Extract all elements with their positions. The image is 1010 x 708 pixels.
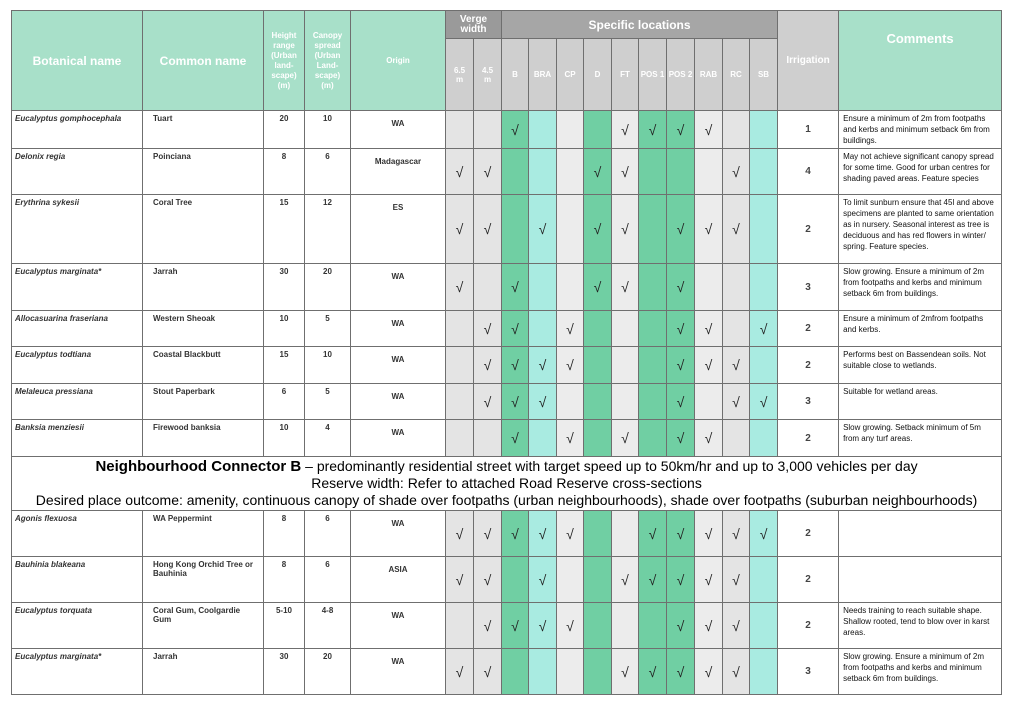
comment: Suitable for wetland areas.: [839, 384, 1002, 420]
check-cell: √: [695, 649, 723, 695]
table-row: [12, 557, 1002, 603]
check-cell: √: [584, 195, 612, 264]
check-cell: [446, 420, 474, 457]
origin: WA: [351, 420, 446, 457]
check-cell: [639, 603, 667, 649]
origin: WA: [351, 511, 446, 557]
common-name: Coral Tree: [143, 195, 264, 264]
origin: ASIA: [351, 557, 446, 603]
banner-desc: – predominantly residential street with target speed up to 50km/hr and up to 3,000 vehicles per day: [301, 458, 918, 474]
irrigation-value: 2: [778, 420, 839, 457]
botanical-name: Erythrina sykesii: [12, 195, 143, 264]
check-cell: [750, 649, 778, 695]
check-cell: [557, 384, 584, 420]
check-cell: √: [723, 195, 750, 264]
table-row: [12, 264, 1002, 311]
check-cell: √: [529, 603, 557, 649]
check-cell: √: [446, 264, 474, 311]
botanical-name: Allocasuarina fraseriana: [12, 311, 143, 347]
origin: ES: [351, 195, 446, 264]
header-loc-sb: SB: [750, 39, 778, 111]
header-loc-b: B: [502, 39, 529, 111]
check-cell: [584, 603, 612, 649]
canopy-spread: 4-8: [305, 603, 351, 649]
botanical-name: Eucalyptus marginata*: [12, 649, 143, 695]
check-cell: [750, 557, 778, 603]
origin: WA: [351, 347, 446, 384]
check-cell: [723, 264, 750, 311]
check-cell: √: [474, 384, 502, 420]
header-comments: Comments: [839, 11, 1002, 111]
check-cell: [446, 311, 474, 347]
header-loc-pos-2: POS 2: [667, 39, 695, 111]
check-cell: [750, 347, 778, 384]
check-cell: [557, 557, 584, 603]
check-cell: √: [612, 649, 639, 695]
check-cell: √: [695, 420, 723, 457]
header-origin: Origin: [351, 11, 446, 111]
check-cell: [612, 511, 639, 557]
check-cell: √: [529, 557, 557, 603]
header-loc-ft: FT: [612, 39, 639, 111]
check-cell: √: [557, 511, 584, 557]
table-row: [12, 649, 1002, 695]
check-cell: √: [502, 420, 529, 457]
check-cell: [474, 264, 502, 311]
check-cell: √: [667, 511, 695, 557]
check-cell: [446, 111, 474, 149]
check-cell: [529, 649, 557, 695]
height-range: 5-10: [264, 603, 305, 649]
common-name: Jarrah: [143, 264, 264, 311]
common-name: Coral Gum, Coolgardie Gum: [143, 603, 264, 649]
check-cell: [612, 384, 639, 420]
origin: WA: [351, 603, 446, 649]
check-cell: [750, 264, 778, 311]
comment: May not achieve significant canopy spread for some time. Good for urban centres for shading paved areas. Feature species: [839, 149, 1002, 195]
check-cell: √: [529, 384, 557, 420]
irrigation-value: 1: [778, 111, 839, 149]
check-cell: √: [695, 111, 723, 149]
height-range: 8: [264, 149, 305, 195]
check-cell: [639, 264, 667, 311]
check-cell: √: [639, 111, 667, 149]
check-cell: √: [750, 311, 778, 347]
comment: [839, 511, 1002, 557]
check-cell: [557, 264, 584, 311]
check-cell: √: [723, 603, 750, 649]
header-irrigation: Irrigation: [778, 11, 839, 111]
check-cell: [639, 149, 667, 195]
header-specific-locations: Specific locations: [502, 11, 778, 39]
check-cell: √: [667, 603, 695, 649]
check-cell: √: [502, 511, 529, 557]
origin: Madagascar: [351, 149, 446, 195]
botanical-name: Eucalyptus todtiana: [12, 347, 143, 384]
height-range: 8: [264, 557, 305, 603]
table-row: [12, 149, 1002, 195]
botanical-name: Bauhinia blakeana: [12, 557, 143, 603]
canopy-spread: 4: [305, 420, 351, 457]
check-cell: √: [695, 603, 723, 649]
check-cell: √: [723, 347, 750, 384]
header-loc-cp: CP: [557, 39, 584, 111]
check-cell: √: [446, 649, 474, 695]
check-cell: √: [474, 557, 502, 603]
check-cell: [446, 603, 474, 649]
header-verge-0: 6.5 m: [446, 39, 474, 111]
height-range: 20: [264, 111, 305, 149]
check-cell: [529, 311, 557, 347]
check-cell: √: [667, 195, 695, 264]
check-cell: √: [446, 511, 474, 557]
check-cell: √: [529, 347, 557, 384]
check-cell: [584, 384, 612, 420]
check-cell: √: [612, 149, 639, 195]
height-range: 10: [264, 311, 305, 347]
header-verge-1: 4.5 m: [474, 39, 502, 111]
height-range: 8: [264, 511, 305, 557]
check-cell: √: [502, 347, 529, 384]
check-cell: √: [584, 149, 612, 195]
check-cell: [474, 111, 502, 149]
check-cell: [612, 347, 639, 384]
check-cell: √: [723, 149, 750, 195]
canopy-spread: 6: [305, 557, 351, 603]
check-cell: √: [474, 603, 502, 649]
check-cell: √: [502, 311, 529, 347]
check-cell: √: [446, 149, 474, 195]
check-cell: [584, 649, 612, 695]
comment: Needs training to reach suitable shape. Shallow rooted, tend to blow over in karst areas.: [839, 603, 1002, 649]
check-cell: [750, 111, 778, 149]
irrigation-value: 3: [778, 649, 839, 695]
banner-reserve: Reserve width: Refer to attached Road Reserve cross-sections: [311, 475, 702, 491]
check-cell: √: [502, 603, 529, 649]
check-cell: [446, 384, 474, 420]
check-cell: √: [723, 384, 750, 420]
origin: WA: [351, 384, 446, 420]
canopy-spread: 5: [305, 311, 351, 347]
common-name: Stout Paperbark: [143, 384, 264, 420]
check-cell: [584, 511, 612, 557]
canopy-spread: 10: [305, 347, 351, 384]
check-cell: √: [612, 420, 639, 457]
check-cell: [750, 603, 778, 649]
check-cell: [584, 311, 612, 347]
header-loc-bra: BRA: [529, 39, 557, 111]
check-cell: √: [502, 264, 529, 311]
banner-title: Neighbourhood Connector B: [95, 458, 302, 475]
table-row: [12, 195, 1002, 264]
origin: WA: [351, 111, 446, 149]
check-cell: [695, 264, 723, 311]
check-cell: √: [474, 195, 502, 264]
check-cell: [667, 149, 695, 195]
header-botanical: Botanical name: [12, 11, 143, 111]
botanical-name: Eucalyptus marginata*: [12, 264, 143, 311]
header-common: Common name: [143, 11, 264, 111]
check-cell: √: [474, 511, 502, 557]
header-loc-rc: RC: [723, 39, 750, 111]
section-banner: [12, 457, 1002, 511]
check-cell: [474, 420, 502, 457]
check-cell: √: [502, 111, 529, 149]
check-cell: [584, 557, 612, 603]
check-cell: √: [667, 420, 695, 457]
banner-outcome: Desired place outcome: amenity, continuous canopy of shade over footpaths (urban neighbourhoods), shade over footpaths (suburban neighbourhoods): [35, 492, 978, 508]
check-cell: [584, 420, 612, 457]
check-cell: √: [612, 264, 639, 311]
comment: To limit sunburn ensure that 45l and above specimens are planted to same orientation as in nursery. Seasonal interest as tree is deciduous and has red flowers in winter/ spring. Feature species.: [839, 195, 1002, 264]
banner-title-line: [12, 458, 1001, 475]
tree-species-table: [11, 10, 1002, 695]
height-range: 30: [264, 264, 305, 311]
check-cell: √: [695, 311, 723, 347]
canopy-spread: 6: [305, 149, 351, 195]
check-cell: [529, 111, 557, 149]
irrigation-value: 2: [778, 195, 839, 264]
check-cell: √: [557, 311, 584, 347]
canopy-spread: 10: [305, 111, 351, 149]
check-cell: √: [612, 111, 639, 149]
canopy-spread: 5: [305, 384, 351, 420]
botanical-name: Eucalyptus gomphocephala: [12, 111, 143, 149]
check-cell: √: [474, 649, 502, 695]
irrigation-value: 3: [778, 264, 839, 311]
comment: Slow growing. Ensure a minimum of 2m from footpaths and kerbs and minimum setback 6m from buildings.: [839, 649, 1002, 695]
header-loc-pos-1: POS 1: [639, 39, 667, 111]
check-cell: √: [750, 511, 778, 557]
check-cell: [639, 311, 667, 347]
header-canopy: Canopy spread (Urban Land- scape) (m): [305, 11, 351, 111]
header-height: Height range (Urban land- scape) (m): [264, 11, 305, 111]
table-row: [12, 347, 1002, 384]
check-cell: [695, 149, 723, 195]
check-cell: √: [667, 384, 695, 420]
check-cell: [723, 420, 750, 457]
check-cell: [723, 311, 750, 347]
check-cell: √: [667, 557, 695, 603]
comment: Ensure a minimum of 2m from footpaths and kerbs and minimum setback 6m from buildings.: [839, 111, 1002, 149]
botanical-name: Delonix regia: [12, 149, 143, 195]
canopy-spread: 20: [305, 264, 351, 311]
check-cell: √: [695, 557, 723, 603]
origin: WA: [351, 264, 446, 311]
height-range: 6: [264, 384, 305, 420]
table-row: [12, 420, 1002, 457]
check-cell: [502, 557, 529, 603]
common-name: Tuart: [143, 111, 264, 149]
common-name: Firewood banksia: [143, 420, 264, 457]
check-cell: [723, 111, 750, 149]
common-name: Poinciana: [143, 149, 264, 195]
check-cell: √: [667, 347, 695, 384]
header-verge-width: Verge width: [446, 11, 502, 39]
comment: Performs best on Bassendean soils. Not suitable close to wetlands.: [839, 347, 1002, 384]
canopy-spread: 20: [305, 649, 351, 695]
check-cell: √: [695, 511, 723, 557]
check-cell: √: [529, 195, 557, 264]
comment: [839, 557, 1002, 603]
check-cell: √: [723, 557, 750, 603]
comment: Slow growing. Setback minimum of 5m from any turf areas.: [839, 420, 1002, 457]
check-cell: √: [695, 195, 723, 264]
check-cell: √: [557, 603, 584, 649]
check-cell: √: [474, 149, 502, 195]
check-cell: √: [667, 649, 695, 695]
check-cell: √: [474, 347, 502, 384]
check-cell: [639, 384, 667, 420]
check-cell: [529, 264, 557, 311]
common-name: WA Peppermint: [143, 511, 264, 557]
check-cell: [639, 420, 667, 457]
irrigation-value: 2: [778, 557, 839, 603]
irrigation-value: 2: [778, 347, 839, 384]
common-name: Jarrah: [143, 649, 264, 695]
check-cell: √: [584, 264, 612, 311]
check-cell: [557, 195, 584, 264]
check-cell: [557, 649, 584, 695]
check-cell: √: [474, 311, 502, 347]
canopy-spread: 12: [305, 195, 351, 264]
check-cell: √: [446, 195, 474, 264]
common-name: Hong Kong Orchid Tree or Bauhinia: [143, 557, 264, 603]
table-row: [12, 511, 1002, 557]
height-range: 15: [264, 195, 305, 264]
check-cell: √: [529, 511, 557, 557]
check-cell: [529, 420, 557, 457]
check-cell: [584, 347, 612, 384]
check-cell: [612, 311, 639, 347]
check-cell: √: [639, 557, 667, 603]
check-cell: √: [557, 420, 584, 457]
check-cell: √: [695, 347, 723, 384]
check-cell: [612, 603, 639, 649]
height-range: 15: [264, 347, 305, 384]
height-range: 30: [264, 649, 305, 695]
check-cell: [639, 195, 667, 264]
check-cell: √: [667, 111, 695, 149]
canopy-spread: 6: [305, 511, 351, 557]
botanical-name: Melaleuca pressiana: [12, 384, 143, 420]
irrigation-value: 3: [778, 384, 839, 420]
check-cell: [557, 149, 584, 195]
check-cell: √: [723, 511, 750, 557]
header-loc-d: D: [584, 39, 612, 111]
botanical-name: Agonis flexuosa: [12, 511, 143, 557]
botanical-name: Banksia menziesii: [12, 420, 143, 457]
table-row: [12, 603, 1002, 649]
botanical-name: Eucalyptus torquata: [12, 603, 143, 649]
irrigation-value: 2: [778, 603, 839, 649]
check-cell: √: [667, 264, 695, 311]
check-cell: [502, 149, 529, 195]
check-cell: [502, 649, 529, 695]
irrigation-value: 2: [778, 311, 839, 347]
check-cell: √: [446, 557, 474, 603]
check-cell: [529, 149, 557, 195]
check-cell: [750, 420, 778, 457]
origin: WA: [351, 311, 446, 347]
check-cell: √: [502, 384, 529, 420]
check-cell: [502, 195, 529, 264]
check-cell: √: [612, 557, 639, 603]
check-cell: √: [750, 384, 778, 420]
comment: Slow growing. Ensure a minimum of 2m from footpaths and kerbs and minimum setback 6m from buildings.: [839, 264, 1002, 311]
header-loc-rab: RAB: [695, 39, 723, 111]
check-cell: √: [557, 347, 584, 384]
table-row: [12, 384, 1002, 420]
check-cell: [639, 347, 667, 384]
check-cell: √: [723, 649, 750, 695]
check-cell: [584, 111, 612, 149]
irrigation-value: 4: [778, 149, 839, 195]
table-row: [12, 311, 1002, 347]
check-cell: √: [612, 195, 639, 264]
irrigation-value: 2: [778, 511, 839, 557]
check-cell: [750, 149, 778, 195]
height-range: 10: [264, 420, 305, 457]
check-cell: √: [667, 311, 695, 347]
check-cell: √: [639, 649, 667, 695]
check-cell: [446, 347, 474, 384]
common-name: Western Sheoak: [143, 311, 264, 347]
check-cell: [750, 195, 778, 264]
common-name: Coastal Blackbutt: [143, 347, 264, 384]
table-row: [12, 111, 1002, 149]
check-cell: [557, 111, 584, 149]
check-cell: √: [639, 511, 667, 557]
comment: Ensure a minimum of 2mfrom footpaths and kerbs.: [839, 311, 1002, 347]
origin: WA: [351, 649, 446, 695]
check-cell: [695, 384, 723, 420]
